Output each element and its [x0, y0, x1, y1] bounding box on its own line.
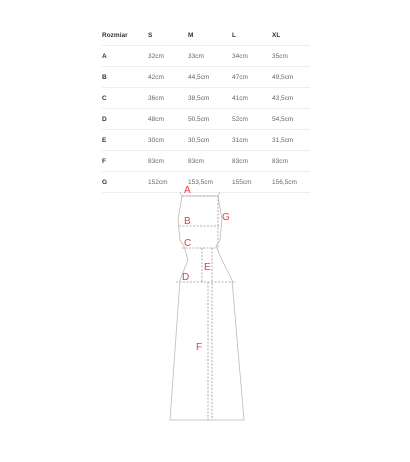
table-cell: 155cm — [232, 172, 272, 193]
table-cell: 48cm — [148, 109, 188, 130]
table-cell: 83cm — [272, 151, 310, 172]
label-a: A — [184, 185, 191, 196]
table-cell: 42cm — [148, 67, 188, 88]
header-xl: XL — [272, 25, 310, 46]
table-cell: 31cm — [232, 130, 272, 151]
table-row — [102, 88, 310, 109]
table-cell: 43,5cm — [272, 88, 310, 109]
row-label: E — [102, 130, 148, 151]
table-cell: 36cm — [148, 88, 188, 109]
dress-measurement-diagram — [160, 180, 260, 430]
table-cell: 44,5cm — [188, 67, 232, 88]
label-b: B — [184, 216, 191, 227]
table-cell: 35cm — [272, 46, 310, 67]
table-cell: 83cm — [148, 151, 188, 172]
row-label: D — [102, 109, 148, 130]
header-m: M — [188, 25, 232, 46]
table-cell: 33cm — [188, 46, 232, 67]
row-label: G — [102, 172, 148, 193]
label-e: E — [204, 262, 211, 273]
header-l: L — [232, 25, 272, 46]
table-cell: 83cm — [232, 151, 272, 172]
table-row — [102, 46, 310, 67]
row-label: F — [102, 151, 148, 172]
row-label: A — [102, 46, 148, 67]
table-cell: 30cm — [148, 130, 188, 151]
label-c: C — [184, 238, 192, 249]
row-label: B — [102, 67, 148, 88]
dress-outline-svg — [160, 180, 260, 430]
table-cell: 38,5cm — [188, 88, 232, 109]
dress-outline — [170, 196, 244, 420]
table-row — [102, 67, 310, 88]
table-cell: 34cm — [232, 46, 272, 67]
row-label: C — [102, 88, 148, 109]
table-cell: 30,5cm — [188, 130, 232, 151]
table-cell: 47cm — [232, 67, 272, 88]
size-chart-table — [102, 25, 310, 193]
table-cell: 31,5cm — [272, 130, 310, 151]
label-d: D — [182, 272, 190, 283]
table-cell: 41cm — [232, 88, 272, 109]
table-cell: 54,5cm — [272, 109, 310, 130]
table-row — [102, 109, 310, 130]
label-g: G — [222, 212, 230, 223]
table-cell: 32cm — [148, 46, 188, 67]
table-cell: 52cm — [232, 109, 272, 130]
table-row — [102, 151, 310, 172]
strap-left — [180, 192, 182, 196]
table-cell: 83cm — [188, 151, 232, 172]
table-cell: 152cm — [148, 172, 188, 193]
table-cell: 156,5cm — [272, 172, 310, 193]
strap-right — [218, 192, 220, 196]
table-header-row — [102, 25, 310, 46]
label-f: F — [196, 342, 203, 353]
table-row — [102, 130, 310, 151]
header-s: S — [148, 25, 188, 46]
header-size: Rozmiar — [102, 25, 148, 46]
table-cell: 153,5cm — [188, 172, 232, 193]
table-cell: 50,5cm — [188, 109, 232, 130]
table-cell: 49,5cm — [272, 67, 310, 88]
